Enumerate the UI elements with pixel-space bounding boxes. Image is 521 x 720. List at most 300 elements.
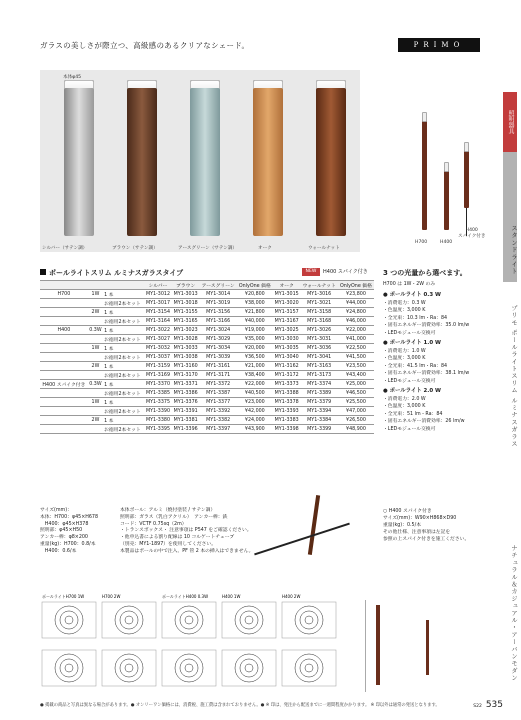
illuminance-ring <box>185 664 193 672</box>
spec-block-title: ● ポールライト 2.0 W <box>383 388 441 394</box>
table-cell: MY1-3018 <box>173 300 198 306</box>
illuminance-ring <box>185 616 193 624</box>
illuminance-ring <box>55 654 83 682</box>
spec-line: ・LEDモジュール交換可 <box>383 378 436 384</box>
table-cell: ¥38,400 <box>237 371 273 380</box>
table-cell: MY1-3374 <box>301 380 338 389</box>
table-cell: ¥44,000 <box>338 299 374 308</box>
table-row <box>40 371 374 380</box>
table-cell: H400 <box>40 326 88 335</box>
table-cell: ¥19,000 <box>237 326 273 335</box>
spec-block-2w <box>383 388 493 434</box>
table-cell: MY1-3157 <box>274 309 299 315</box>
table-cell: 1W <box>88 290 103 299</box>
spec-line: ・LEDモジュール交換可 <box>383 330 436 336</box>
table-cell: MY1-3383 <box>274 417 299 423</box>
table-cell: MY1-3023 <box>173 327 198 333</box>
illuminance-ring <box>235 606 263 634</box>
illuminance-ring <box>305 616 313 624</box>
table-cell: MY1-3155 <box>173 309 198 315</box>
dimension-drawing <box>365 600 485 692</box>
table-row <box>40 353 374 362</box>
pole-oak <box>253 88 283 236</box>
table-cell <box>88 389 103 398</box>
table-cell: MY1-3026 <box>301 326 338 335</box>
table-cell: MY1-3381 <box>173 417 198 423</box>
column-header <box>88 281 103 290</box>
table-cell: MY1-3032 <box>145 345 170 351</box>
glass-shade <box>464 142 469 152</box>
table-cell: MY1-3371 <box>173 381 198 387</box>
table-row <box>40 389 374 398</box>
brand-logo: PRIMO <box>398 38 480 52</box>
table-cell: ¥36,500 <box>237 353 273 362</box>
diagram-title: ポールライトH700 1W <box>42 594 85 599</box>
table-cell: MY1-3166 <box>200 317 237 326</box>
sidebar-tab[interactable]: 照明器具 <box>503 92 517 152</box>
table-cell: ¥25,500 <box>338 398 374 407</box>
table-cell: MY1-3169 <box>145 372 170 378</box>
table-cell: お徳用2本セット <box>103 299 144 308</box>
table-cell: MY1-3013 <box>173 291 198 297</box>
photo-label: ブラウン（サテン調） <box>112 246 158 251</box>
pole-earthgreen <box>190 88 220 236</box>
illuminance-ring <box>245 664 253 672</box>
table-cell: 0.3W <box>89 381 102 387</box>
table-cell: MY1-3373 <box>274 381 299 387</box>
table-cell: MY1-3027 <box>145 336 170 342</box>
table-cell: MY1-3392 <box>200 407 237 416</box>
spec-table <box>40 280 374 434</box>
note-line: ・トランスボックス・ 注意事項は P547 をご確認ください。 <box>120 528 252 534</box>
illuminance-ring <box>120 611 138 629</box>
table-row <box>40 299 374 308</box>
table-cell: MY1-3030 <box>274 336 299 342</box>
glass-shade <box>444 162 449 172</box>
note-line: 重量(kg)：0.5/本 <box>383 523 421 528</box>
column-header: アースグリーン <box>200 281 237 290</box>
spec-line: ・色温度：3,000 K <box>383 308 426 314</box>
pole-h700 <box>422 120 427 230</box>
illuminance-ring <box>115 654 143 682</box>
diagram-title: H400 1W <box>222 594 241 599</box>
headline: ガラスの美しさが際立つ、高級感のあるクリアなシェード。 <box>40 41 250 50</box>
illuminance-ring <box>300 611 318 629</box>
column-header: シルバー <box>144 281 172 290</box>
illuminance-ring <box>295 654 323 682</box>
right-sub: H700 は 1W・2W のみ <box>383 282 436 287</box>
table-header <box>40 281 374 290</box>
note-line: ・他申込書による割り配線は 10 コルゲートチューブ <box>120 535 235 541</box>
spec-block-1w <box>383 340 493 386</box>
note-line: 照明部：φ45×H50 <box>40 528 83 534</box>
illuminance-ring <box>180 659 198 677</box>
table-cell: ¥24,800 <box>338 308 374 317</box>
illuminance-ring <box>125 616 133 624</box>
diagram-frame <box>162 602 216 638</box>
table-cell: ¥43,900 <box>237 425 273 434</box>
table-cell: お徳用2本セット <box>103 371 144 380</box>
table-cell: ¥23,000 <box>237 398 273 407</box>
table-cell: MY1-3393 <box>274 408 299 414</box>
diagram-title: H700 2W <box>102 594 121 599</box>
table-cell: MY1-3399 <box>301 425 338 434</box>
photo-label: オーク <box>258 246 272 251</box>
table-cell: MY1-3025 <box>274 327 299 333</box>
table-cell: MY1-3165 <box>173 318 198 324</box>
table-cell: お徳用2本セット <box>103 389 144 398</box>
table-cell: MY1-3012 <box>145 291 170 297</box>
illuminance-ring <box>60 611 78 629</box>
table-cell: ¥40,000 <box>237 317 273 326</box>
diagram-frame <box>282 602 336 638</box>
table-cell: ¥22,000 <box>338 326 374 335</box>
diagram-frame <box>222 650 276 686</box>
table-cell: MY1-3382 <box>200 416 237 425</box>
table-cell: お徳用2本セット <box>103 407 144 416</box>
illuminance-ring <box>175 606 203 634</box>
table-cell: MY1-3041 <box>301 353 338 362</box>
table-cell: MY1-3172 <box>274 372 299 378</box>
table-cell: MY1-3015 <box>274 291 299 297</box>
photo-dim-label: 本体φ45 <box>63 75 82 80</box>
pole-walnut <box>316 88 346 236</box>
table-row <box>40 344 374 353</box>
illuminance-ring <box>115 606 143 634</box>
illuminance-ring <box>245 616 253 624</box>
table-cell: ¥23,500 <box>338 362 374 371</box>
drawing-pole <box>376 605 380 685</box>
note-line: H400：0.6/本 <box>40 548 77 554</box>
spec-line: ・消費電力：2.0 W <box>383 396 426 402</box>
sidebar-category: ナチュラル＆カジュアル・アーバンモダン <box>510 545 517 682</box>
table-cell: MY1-3158 <box>301 308 338 317</box>
table-cell: ¥47,000 <box>338 407 374 416</box>
table-cell: MY1-3391 <box>173 408 198 414</box>
table-cell: 2W <box>88 308 103 317</box>
illuminance-ring <box>180 611 198 629</box>
pole-spike <box>308 495 320 555</box>
column-header: ブラウン <box>172 281 200 290</box>
table-cell: ¥22,500 <box>338 344 374 353</box>
illuminance-ring <box>175 654 203 682</box>
illuminance-ring <box>240 659 258 677</box>
table-cell: MY1-3170 <box>173 372 198 378</box>
note-line: サイズ(mm)： <box>40 508 72 513</box>
table-cell <box>40 425 88 434</box>
table-cell: ¥20,000 <box>237 344 273 353</box>
table-cell: MY1-3384 <box>301 416 338 425</box>
table-cell: 1W <box>88 344 103 353</box>
table-cell: MY1-3154 <box>145 309 170 315</box>
table-cell: MY1-3162 <box>274 363 299 369</box>
table-cell <box>40 299 88 308</box>
table-cell: MY1-3376 <box>173 399 198 405</box>
table-row <box>40 317 374 326</box>
illuminance-ring <box>120 659 138 677</box>
spec-line: ・消費電力：0.3 W <box>383 300 426 306</box>
table-cell: MY1-3167 <box>274 318 299 324</box>
new-badge: NEW <box>302 268 320 276</box>
size-notes <box>40 508 98 556</box>
table-cell: MY1-3377 <box>200 398 237 407</box>
diagram-frame <box>222 602 276 638</box>
diagram-frame <box>282 650 336 686</box>
table-cell <box>40 389 88 398</box>
spec-line: ・固有エネルギー消費効率：26 lm/w <box>383 419 465 425</box>
table-row <box>40 416 374 425</box>
table-cell: MY1-3375 <box>145 399 170 405</box>
table-cell: MY1-3396 <box>173 426 198 432</box>
table-cell: ¥43,400 <box>338 371 374 380</box>
diagram-frame <box>102 650 156 686</box>
illuminance-ring <box>65 616 73 624</box>
note-line: 照明部：ガラス（乳白アクリル） アンカー棒：鉄 <box>120 514 228 520</box>
table-row <box>40 425 374 434</box>
spec-line: ・LEDモジュール交換可 <box>383 426 436 432</box>
sidebar-series: プリモ ポールライトスリム ルミナスガラス <box>510 305 517 448</box>
table-cell: 1 本 <box>103 362 144 371</box>
table-row <box>40 407 374 416</box>
table-cell: MY1-3372 <box>200 380 237 389</box>
diagram-frame <box>42 650 96 686</box>
table-cell: MY1-3161 <box>200 362 237 371</box>
spec-block-title: ● ポールライト 0.3 W <box>383 292 441 298</box>
spec-line: ・全光束：41.5 lm・Ra：84 <box>383 363 448 369</box>
note-line: その他仕様、注意事項は左記を <box>383 530 451 535</box>
spec-line: ・全光束：10.3 lm・Ra：84 <box>383 315 448 321</box>
diagram-svg <box>40 592 340 687</box>
table-cell: ¥48,900 <box>338 425 374 434</box>
note-line: ○ H400 スパイク付き <box>383 509 432 514</box>
pole-h400 <box>444 170 449 230</box>
note-line: サイズ(mm)：W90×H868×D90 <box>383 516 457 521</box>
table-cell: MY1-3390 <box>145 408 170 414</box>
section-title: ポールライトスリム ルミナスガラスタイプ <box>40 268 183 278</box>
table-cell: MY1-3164 <box>145 318 170 324</box>
table-cell: ¥22,000 <box>237 380 273 389</box>
table-cell: MY1-3035 <box>274 345 299 351</box>
table-cell: MY1-3029 <box>200 335 237 344</box>
table-cell: ¥46,000 <box>338 317 374 326</box>
table-cell: 2W <box>88 362 103 371</box>
illuminance-ring <box>295 606 323 634</box>
table-cell: MY1-3173 <box>301 371 338 380</box>
spec-line: ・色温度：3,000 K <box>383 356 426 362</box>
page-number: S22 535 <box>473 700 503 710</box>
table-cell: H400 スパイク付き <box>40 380 88 389</box>
table-cell: ¥20,800 <box>237 290 273 299</box>
table-cell: ¥42,000 <box>237 407 273 416</box>
glass-shade <box>422 112 427 122</box>
column-header: OnlyOne 価格 <box>237 281 273 290</box>
table-cell: MY1-3034 <box>200 344 237 353</box>
illuminance-ring <box>240 611 258 629</box>
table-row <box>40 380 374 389</box>
table-cell <box>88 425 103 434</box>
table-cell: MY1-3159 <box>145 363 170 369</box>
table-row <box>40 335 374 344</box>
table-cell: MY1-3163 <box>301 362 338 371</box>
spike-bar <box>254 523 350 556</box>
table-cell <box>40 317 88 326</box>
table-cell: お徳用2本セット <box>103 335 144 344</box>
table-cell: MY1-3038 <box>173 354 198 360</box>
spec-line: ・消費電力：1.0 W <box>383 348 426 354</box>
table-cell <box>88 407 103 416</box>
table-cell: 1 本 <box>103 326 144 335</box>
table-cell: ¥41,500 <box>338 353 374 362</box>
table-cell: MY1-3021 <box>301 299 338 308</box>
photo-label: シルバー（サテン調） <box>42 246 88 251</box>
diagram-title: ポールライトH400 0.3W <box>162 594 209 599</box>
right-title: 3 つの光量から選べます。 <box>383 269 467 277</box>
spec-line: ・全光束：51 lm・Ra：84 <box>383 411 443 417</box>
table-cell <box>40 398 88 407</box>
column-header: OnlyOne 価格 <box>338 281 374 290</box>
table-cell <box>40 335 88 344</box>
table-cell: MY1-3398 <box>274 426 299 432</box>
diagram-frame <box>42 602 96 638</box>
diagram-frame <box>162 650 216 686</box>
table-cell: MY1-3387 <box>200 389 237 398</box>
table-cell <box>88 353 103 362</box>
table-cell <box>88 317 103 326</box>
table-cell: MY1-3019 <box>200 299 237 308</box>
table-cell: ¥46,500 <box>338 389 374 398</box>
note-line: （別売：MY1-1897）を使用してください。 <box>120 541 217 547</box>
table-cell: 1 本 <box>103 308 144 317</box>
table-cell: 0.3W <box>89 327 102 333</box>
note-line: 参照の上スパイク付きを施工ください。 <box>383 537 470 542</box>
footer-note: ● 掲載の商品と写真は異なる場合があります。● オンリーワン価格には、消費税、施工費は含まれておりません。● ※ 印は、発注から配送までに一週間程度かかります。 ※ 印以外は通常の発送となります。 <box>40 703 440 708</box>
table-cell: 1 本 <box>103 398 144 407</box>
table-cell: MY1-3394 <box>301 407 338 416</box>
illuminance-ring <box>235 654 263 682</box>
table-cell: 1W <box>88 398 103 407</box>
table-cell: MY1-3040 <box>274 354 299 360</box>
illuminance-ring <box>300 659 318 677</box>
table-cell: MY1-3389 <box>301 389 338 398</box>
table-cell: MY1-3160 <box>173 363 198 369</box>
column-header <box>103 281 144 290</box>
column-header <box>40 281 88 290</box>
light-diagrams <box>40 592 340 687</box>
table-cell: ¥40,500 <box>237 389 273 398</box>
note-line: 本製品はポールの中で注入、PF 管 2 本の挿入はできません。 <box>120 548 254 554</box>
table-cell <box>40 308 88 317</box>
table-cell: MY1-3168 <box>301 317 338 326</box>
table-cell: MY1-3028 <box>173 336 198 342</box>
photo-label: ウォールナット <box>308 246 340 251</box>
table-cell: MY1-3395 <box>145 426 170 432</box>
badge-text: H400 スパイク付き <box>323 269 368 275</box>
spec-line: ・色温度：3,000 K <box>383 404 426 410</box>
illuminance-ring <box>60 659 78 677</box>
table-cell: MY1-3033 <box>173 345 198 351</box>
pole-h400-spike <box>464 150 469 208</box>
table-cell: MY1-3380 <box>145 417 170 423</box>
column-header: ウォールナット <box>301 281 338 290</box>
table-cell: 2W <box>88 416 103 425</box>
table-cell: MY1-3037 <box>145 354 170 360</box>
table-cell: ¥38,000 <box>237 299 273 308</box>
table-cell: MY1-3379 <box>301 398 338 407</box>
table-cell: MY1-3385 <box>145 390 170 396</box>
table-cell: MY1-3370 <box>145 381 170 387</box>
table-cell <box>88 371 103 380</box>
table-cell: ¥35,000 <box>237 335 273 344</box>
table-cell: MY1-3397 <box>200 425 237 434</box>
table-cell <box>40 344 88 353</box>
table-cell: ¥21,800 <box>237 308 273 317</box>
illuminance-ring <box>55 606 83 634</box>
table-row <box>40 398 374 407</box>
illuminance-ring <box>125 664 133 672</box>
table-row <box>40 290 374 299</box>
diagram-frame <box>102 602 156 638</box>
table-row <box>40 308 374 317</box>
spec-line: ・固有エネルギー消費効率：38.1 lm/w <box>383 371 470 377</box>
table-cell: ¥21,000 <box>237 362 273 371</box>
table-row <box>40 362 374 371</box>
table-cell: 1 本 <box>103 380 144 389</box>
table-cell: MY1-3036 <box>301 344 338 353</box>
table-cell: MY1-3014 <box>200 290 237 299</box>
table-cell: 1 本 <box>103 344 144 353</box>
table-cell <box>40 407 88 416</box>
table-cell: MY1-3171 <box>200 371 237 380</box>
table-cell: MY1-3039 <box>200 353 237 362</box>
installation-photo <box>252 493 374 573</box>
table-cell: MY1-3022 <box>145 327 170 333</box>
table-cell: ¥23,800 <box>338 290 374 299</box>
table-cell: MY1-3017 <box>145 300 170 306</box>
table-cell: MY1-3020 <box>274 300 299 306</box>
note-line: 重量(kg)：H700：0.8/本 <box>40 541 96 547</box>
table-cell: MY1-3031 <box>301 335 338 344</box>
table-cell: ¥25,000 <box>338 380 374 389</box>
pole-brown <box>127 88 157 236</box>
table-cell: 1 本 <box>103 416 144 425</box>
spec-block-title: ● ポールライト 1.0 W <box>383 340 441 346</box>
table-cell: ¥41,000 <box>338 335 374 344</box>
note-line: H400：φ45×H378 <box>40 521 89 527</box>
table-cell <box>40 362 88 371</box>
table-cell <box>40 371 88 380</box>
photo2-label: H700 <box>415 240 428 245</box>
table-cell <box>88 335 103 344</box>
sidebar-section: スタンドライト <box>510 225 517 276</box>
table-cell <box>88 299 103 308</box>
column-header: オーク <box>273 281 301 290</box>
diagram-title: H400 2W <box>282 594 301 599</box>
note-line: アンカー棒：φ8×200 <box>40 535 88 541</box>
table-cell: お徳用2本セット <box>103 317 144 326</box>
photo2-label: H400 <box>440 240 453 245</box>
table-row <box>40 326 374 335</box>
table-cell: MY1-3386 <box>173 390 198 396</box>
table-cell: H700 <box>40 290 88 299</box>
table-cell: ¥24,000 <box>237 416 273 425</box>
table-cell: お徳用2本セット <box>103 353 144 362</box>
note-line: 本体ポール：アルミ（焼付塗装 / サテン調） <box>120 508 216 513</box>
pole-silver <box>64 88 94 236</box>
illuminance-ring <box>305 664 313 672</box>
table-cell <box>40 416 88 425</box>
spike-notes <box>383 508 493 543</box>
illuminance-ring <box>65 664 73 672</box>
